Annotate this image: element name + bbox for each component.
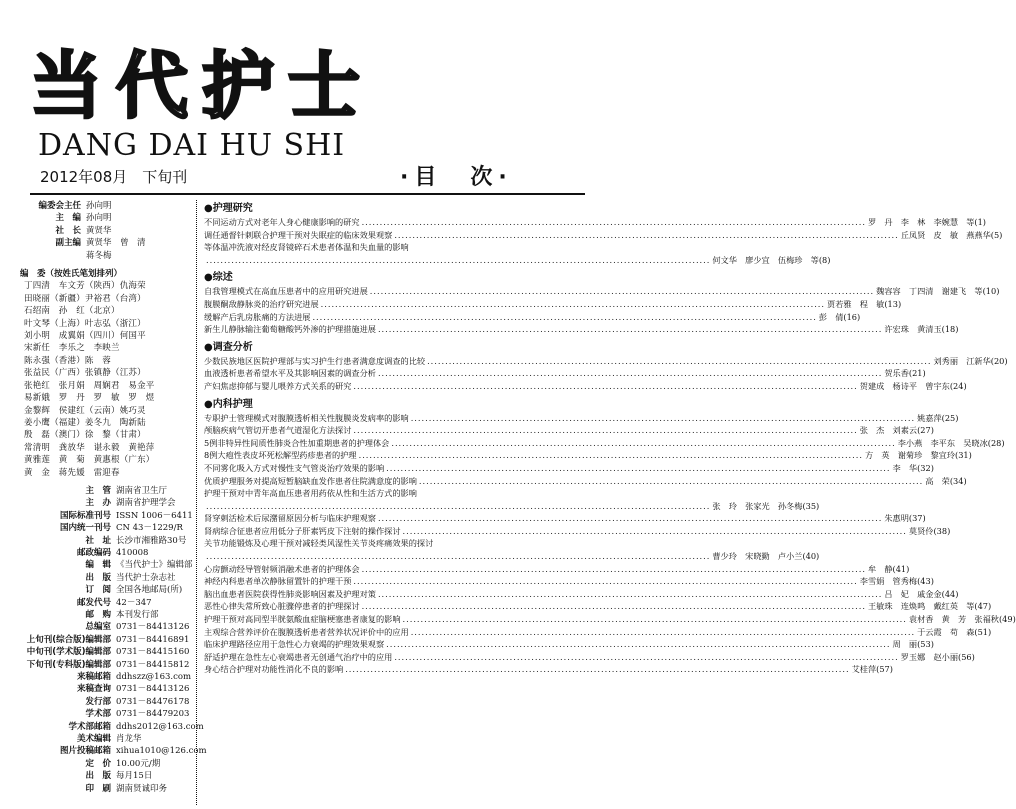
publication-label: 出 版 (85, 771, 111, 782)
toc-entry (204, 449, 972, 462)
toc-entry-title: 身心结合护理对功能性消化不良的影响 (204, 664, 344, 675)
staff-name: 蒋冬梅 (86, 250, 112, 261)
publication-value: 湖南省护理学会 (116, 498, 176, 509)
leader-dots (353, 424, 857, 437)
board-member-line: 黄 金 蒋先媛 雷迎春 (24, 467, 120, 478)
publication-value: 10.00元/期 (116, 758, 161, 769)
toc-entry-authors: 魏容容 丁四清 谢建飞 等(10) (876, 286, 1000, 297)
toc-entry-title: 不同运动方式对老年人身心健康影响的研究 (204, 217, 360, 227)
toc-entry (204, 537, 820, 562)
toc-entry-authors: 曹少玲 宋晓勤 卢小兰(40) (712, 551, 820, 562)
leader-dots (378, 367, 882, 380)
publication-label: 国内统一刊号 (59, 523, 111, 534)
publication-value: 当代护士杂志社 (116, 572, 176, 583)
toc-entry-title: 临床护理路径应用于急性心力衰竭的护理效果观察 (204, 639, 385, 650)
toc-entry (204, 563, 910, 576)
publication-label: 来稿查询 (76, 684, 111, 695)
toc-entry-authors: 王敏珠 连焕鸣 戴红英 等(47) (867, 601, 992, 612)
toc-entry-title: 不同雾化吸入方式对慢性支气管炎治疗效果的影响 (204, 462, 385, 473)
publication-label: 编 辑 (85, 560, 111, 571)
toc-entry-authors: 彭 倩(16) (818, 311, 861, 322)
publication-label: 发行部 (85, 696, 111, 707)
toc-heading: ·目 次· (400, 165, 513, 190)
publication-row (20, 497, 192, 509)
toc-entry-authors: 李 华(32) (892, 462, 934, 473)
leader-dots (206, 550, 710, 563)
toc-entry-title: 等体温冲洗液对经皮肾镜碎石术患者体温和失血量的影响 (204, 242, 409, 253)
staff-name: 孙向明 (86, 213, 112, 224)
toc-entry (204, 613, 1016, 626)
publication-row (20, 646, 192, 658)
publication-label: 上旬刊(综合版)编辑部 (26, 634, 111, 645)
toc-entry-title: 脑出血患者医院获得性肺炎影响因素及护理对策 (204, 588, 376, 599)
toc-entry (204, 575, 934, 588)
publication-row (20, 535, 192, 547)
toc-entry-title: 神经内科患者单次静脉留置针的护理干预 (204, 576, 352, 587)
staff-row (20, 212, 192, 224)
toc-section-heading: ●内科护理 (204, 398, 253, 410)
toc-entry-byline (204, 550, 820, 563)
board-member-line: 张艳红 张月娟 周娴君 易金平 (24, 380, 155, 391)
leader-dots (386, 462, 890, 475)
board-member-line: 陈永强（香港）陈 蓉 (24, 355, 112, 366)
leader-dots (394, 229, 898, 242)
toc-entry (204, 638, 934, 651)
publication-value: 《当代护士》编辑部 (116, 560, 193, 571)
toc-entry-title: 颅脑疾病气管切开患者气道湿化方法探讨 (204, 425, 352, 436)
leader-dots (353, 575, 857, 588)
toc-entry-title: 自我管理模式在高血压患者中的应用研究进展 (204, 286, 368, 297)
leader-dots (206, 254, 710, 267)
toc-entry-title: 少数民族地区医院护理部与实习护生行患者满意度调查的比较 (204, 355, 426, 366)
board-member-line: 丁四清 车文芳（陕西）仇海荣 (24, 281, 146, 292)
toc-entry (204, 600, 992, 613)
publication-value: 每月15日 (116, 771, 153, 782)
toc-entry (204, 437, 1005, 450)
leader-dots (362, 563, 866, 576)
board-member-line: 黄雅莲 黄 菊 黄惠根（广东） (24, 455, 155, 466)
publication-label: 图片投稿邮箱 (59, 746, 111, 757)
leader-dots (378, 323, 882, 336)
publication-row (20, 634, 192, 646)
toc-entry-authors: 高 荣(34) (925, 475, 967, 486)
publication-label: 印 刷 (85, 783, 111, 794)
publication-value: 长沙市湘雅路30号 (116, 535, 187, 546)
toc-entry-title: 关节功能锻炼及心理干预对减轻类风湿性关节炎疼痛效果的探讨 (204, 538, 434, 549)
toc-entry (204, 216, 986, 229)
staff-row (20, 225, 192, 237)
staff-row (20, 200, 192, 212)
leader-dots (391, 437, 895, 450)
toc-entry (204, 462, 934, 475)
leader-dots (378, 512, 882, 525)
toc-entry-title: 护理干预对高同型半胱氨酸血症脑梗塞患者康复的影响 (204, 614, 401, 625)
toc-entry-authors: 莫贤伶(38) (908, 525, 951, 536)
toc-entry-authors: 刘秀丽 江新华(20) (933, 355, 1008, 366)
publication-row (20, 683, 192, 695)
toc-entry-authors: 袁材香 黄 芳 张福秋(49) (908, 614, 1016, 625)
leader-dots (321, 298, 825, 311)
publication-row (20, 708, 192, 720)
board-member-line: 刘小明 成翼娟（四川）何国平 (24, 331, 146, 342)
leader-dots (411, 412, 915, 425)
toc-entry-title: 舒适护理在急性左心衰竭患者无创通气治疗中的应用 (204, 651, 393, 662)
toc-entry (204, 298, 902, 311)
toc-entry-title: 肾穿刺活检术后尿潴留原因分析与临床护理观察 (204, 513, 376, 524)
toc-entry (204, 588, 959, 601)
toc-entry-title: 产妇焦虑抑郁与婴儿喂养方式关系的研究 (204, 380, 352, 391)
publication-label: 邮 购 (85, 610, 111, 620)
publication-value: 0731－84413126 (116, 622, 190, 633)
publication-label: 美术编辑 (76, 734, 111, 745)
publication-value: 0731－84479203 (116, 709, 190, 720)
toc-entry-authors: 张 玲 张家光 孙冬梅(35) (712, 500, 820, 511)
toc-entry-title: 缓解产后乳房胀痛的方法进展 (204, 311, 311, 322)
publication-row (20, 621, 192, 633)
editorial-staff (20, 200, 192, 262)
publication-label: 邮发代号 (76, 597, 111, 608)
issue-date: 2012年08月 下旬刊 (40, 168, 188, 186)
toc-entry (204, 512, 926, 525)
toc-entry (204, 626, 992, 639)
toc-entry (204, 311, 861, 324)
leader-dots (370, 285, 874, 298)
toc-entry-title: 优质护理服务对提高短暂脑缺血发作患者住院满意度的影响 (204, 475, 417, 486)
staff-row (20, 250, 192, 262)
publication-value: xihua1010@126.com (116, 746, 207, 757)
board-member-line: 金黎辉 侯建红（云南）姚巧灵 (24, 405, 146, 416)
toc-entry (204, 487, 820, 512)
toc-entry-title: 专职护士管理模式对腹膜透析相关性腹膜炎发病率的影响 (204, 412, 409, 423)
publication-row (20, 671, 192, 683)
publication-value: 42－347 (116, 597, 152, 608)
toc-entry-title: 心房颤动经导管射频消融术患者的护理体会 (204, 563, 360, 574)
editorial-board-title: 编 委（按姓氏笔划排列） (20, 269, 123, 280)
toc-section-heading: ●综述 (204, 272, 233, 284)
publication-row (20, 758, 192, 770)
toc-entry-title: 调任通督针刺联合护理干预对失眠症的临床效果观察 (204, 229, 393, 240)
toc-entry-title: 护理干预对中青年高血压患者用药依从性和生活方式的影响 (204, 488, 417, 499)
toc-entry-authors: 丘凤贤 皮 敏 燕燕华(5) (900, 229, 1003, 240)
toc-entry-authors: 姚嘉萍(25) (917, 412, 959, 423)
toc-entry-title: 主观综合营养评价在腹膜透析患者营养状况评价中的应用 (204, 626, 409, 637)
leader-dots (362, 600, 866, 613)
toc-entry (204, 285, 1000, 298)
toc-entry (204, 663, 893, 676)
masthead-info-column (20, 200, 207, 795)
toc-entry-byline (204, 254, 831, 267)
board-member-line: 姜小鹰（福建）姜冬九 陶新陆 (24, 417, 146, 428)
leader-dots (386, 638, 890, 651)
toc-entry-authors: 贺乐香(21) (884, 368, 926, 379)
publication-value: 全国各地邮局(所) (116, 585, 183, 596)
publication-value: 0731－84415812 (116, 659, 190, 670)
toc-entry-authors: 贺建成 杨诗平 曾宇东(24) (859, 380, 967, 391)
toc-section-heading: ●调查分析 (204, 341, 253, 353)
publication-label: 邮政编码 (76, 547, 111, 558)
publication-row (20, 696, 192, 708)
publication-row (20, 733, 192, 745)
publication-label: 主 管 (85, 485, 111, 496)
publication-info (20, 485, 207, 795)
publication-value: 0731－84415160 (116, 647, 190, 658)
leader-dots (206, 500, 710, 513)
toc-entry-authors: 贾若雅 程 敏(13) (827, 298, 902, 309)
toc-entry (204, 229, 1003, 242)
board-member-line: 张益民（广西）张镇静（江苏） (24, 368, 146, 379)
leader-dots (378, 588, 882, 601)
publication-label: 学术部邮箱 (68, 721, 111, 732)
toc-entry (204, 380, 967, 393)
leader-dots (362, 216, 866, 229)
publication-row (20, 485, 192, 497)
magazine-title: 当代护士 (30, 44, 375, 128)
leader-dots (394, 651, 898, 664)
toc-entry-title: 5例非特异性间质性肺炎合性加重期患者的护理体会 (204, 437, 390, 448)
publication-value: 0731－84413126 (116, 684, 190, 695)
toc-entry (204, 355, 1008, 368)
toc-entry-title: 恶性心律失常所致心脏骤停患者的护理探讨 (204, 601, 360, 612)
publication-row (20, 522, 192, 534)
column-divider (196, 200, 197, 805)
publication-label: 主 办 (85, 498, 111, 509)
toc-entry-authors: 朱惠明(37) (884, 513, 926, 524)
staff-name: 黄贤华 曾 清 (86, 238, 146, 249)
toc-entry (204, 367, 926, 380)
header-rule (30, 193, 585, 195)
toc-entry-authors: 艾桂萍(57) (851, 664, 893, 675)
toc-entry-authors: 周 丽(53) (892, 639, 934, 650)
publication-row (20, 721, 204, 733)
editorial-board-list (20, 280, 192, 479)
toc-entry (204, 241, 831, 266)
publication-label: 出 版 (85, 572, 111, 583)
publication-row (20, 770, 192, 782)
staff-role: 社 长 (55, 225, 81, 236)
leader-dots (419, 475, 923, 488)
toc-entry-authors: 方 英 谢菊珍 黎宜玲(31) (864, 450, 972, 461)
publication-value: 410008 (116, 547, 149, 558)
board-member-line: 宋新任 李乐之 李映兰 (24, 343, 120, 354)
publication-label: 定 价 (85, 758, 111, 769)
staff-role: 主 编 (55, 213, 81, 224)
publication-value: 肖龙华 (116, 734, 142, 745)
publication-label: 来稿邮箱 (76, 672, 111, 683)
toc-entry-title: 新生儿静脉输注葡萄糖酸钙外渗的护理措施进展 (204, 324, 376, 335)
toc-entry (204, 323, 959, 336)
toc-entry-authors: 李小燕 李平东 吴晓冰(28) (897, 437, 1005, 448)
publication-label: 总编室 (85, 622, 111, 633)
publication-value: 本刊发行部 (116, 610, 159, 620)
toc-entry-authors: 于云霞 苟 森(51) (917, 626, 992, 637)
publication-value: ddhs2012@163.com (116, 721, 204, 732)
toc-entry-authors: 罗玉娜 赵小丽(56) (900, 651, 975, 662)
toc-entry-authors: 牟 静(41) (867, 563, 910, 574)
toc-section-heading: ●护理研究 (204, 203, 253, 214)
publication-label: 中旬刊(学术版)编辑部 (26, 647, 111, 658)
publication-label: 社 址 (85, 535, 111, 546)
staff-row (20, 237, 192, 249)
staff-role: 副主编 (55, 238, 81, 249)
board-member-line: 常清明 龚放华 谌永毅 黄艳萍 (24, 442, 155, 453)
board-member-line: 易新娥 罗 丹 罗 敏 罗 煜 (24, 393, 155, 404)
leader-dots (312, 311, 816, 324)
staff-role (20, 250, 86, 262)
publication-value: 0731－84416891 (116, 634, 190, 645)
publication-value: ISSN 1006－6411 (116, 510, 193, 521)
toc-entry (204, 412, 959, 425)
toc-entry-authors: 张 杰 刘素云(27) (859, 425, 934, 436)
toc-entry (204, 651, 975, 664)
publication-row (20, 547, 192, 559)
publication-row (20, 572, 192, 584)
board-member-line: 田晓丽（新疆）尹裕君（台湾） (24, 293, 146, 304)
publication-row (20, 745, 207, 757)
toc-entry-title: 血液透析患者希望水平及其影响因素的调查分析 (204, 368, 376, 379)
leader-dots (353, 380, 857, 393)
publication-value: 湖南贤诚印务 (116, 783, 168, 794)
toc-entry (204, 475, 967, 488)
publication-row (20, 659, 192, 671)
board-member-line: 殷 磊（澳门）徐 黎（甘肃） (24, 430, 146, 441)
toc-entry-authors: 许宏珠 黄清玉(18) (884, 324, 959, 335)
publication-row (20, 597, 192, 609)
publication-row (20, 783, 192, 795)
leader-dots (345, 663, 849, 676)
publication-row (20, 510, 192, 522)
leader-dots (359, 449, 863, 462)
publication-value: ddhszz@163.com (116, 672, 192, 683)
toc-entry (204, 525, 951, 538)
leader-dots (403, 613, 907, 626)
toc-entry (204, 424, 934, 437)
publication-label: 订 阅 (85, 585, 111, 596)
publication-row (20, 609, 192, 621)
publication-row (20, 559, 192, 571)
publication-value: 湖南省卫生厅 (116, 485, 168, 496)
board-member-line: 石绍南 孙 红（北京） (24, 306, 120, 317)
leader-dots (403, 525, 907, 538)
toc-entry-byline (204, 500, 820, 513)
leader-dots (411, 626, 915, 639)
toc-entry-authors: 李雪娟 管秀梅(43) (859, 576, 934, 587)
board-member-line: 叶文琴（上海）叶志弘（浙江） (24, 318, 146, 329)
staff-name: 孙向明 (86, 201, 112, 211)
toc-entry-title: 肾病综合征患者应用低分子肝素钙皮下注射的操作探讨 (204, 525, 401, 536)
publication-label: 学术部 (85, 709, 111, 720)
publication-value: CN 43－1229/R (116, 523, 183, 534)
publication-label: 国际标准刊号 (59, 510, 111, 521)
table-of-contents (204, 201, 1016, 676)
publication-label: 下旬刊(专科版)编辑部 (26, 659, 111, 670)
publication-row (20, 584, 192, 596)
toc-entry-authors: 何文华 廖少宜 伍梅珍 等(8) (712, 254, 831, 265)
staff-role: 编委会主任 (38, 201, 81, 211)
leader-dots (427, 355, 931, 368)
toc-entry-authors: 吕 妃 戚金金(44) (884, 588, 959, 599)
magazine-pinyin: DANG DAI HU SHI (38, 128, 346, 163)
toc-entry-title: 8例大疱性表皮坏死松解型药疹患者的护理 (204, 450, 357, 461)
publication-value: 0731－84476178 (116, 696, 190, 707)
toc-entry-title: 腹膜酮敌静脉炎的治疗研究进展 (204, 298, 319, 309)
staff-name: 黄贤华 (86, 225, 112, 236)
toc-entry-authors: 罗 丹 李 林 李婉慧 等(1) (867, 217, 986, 227)
